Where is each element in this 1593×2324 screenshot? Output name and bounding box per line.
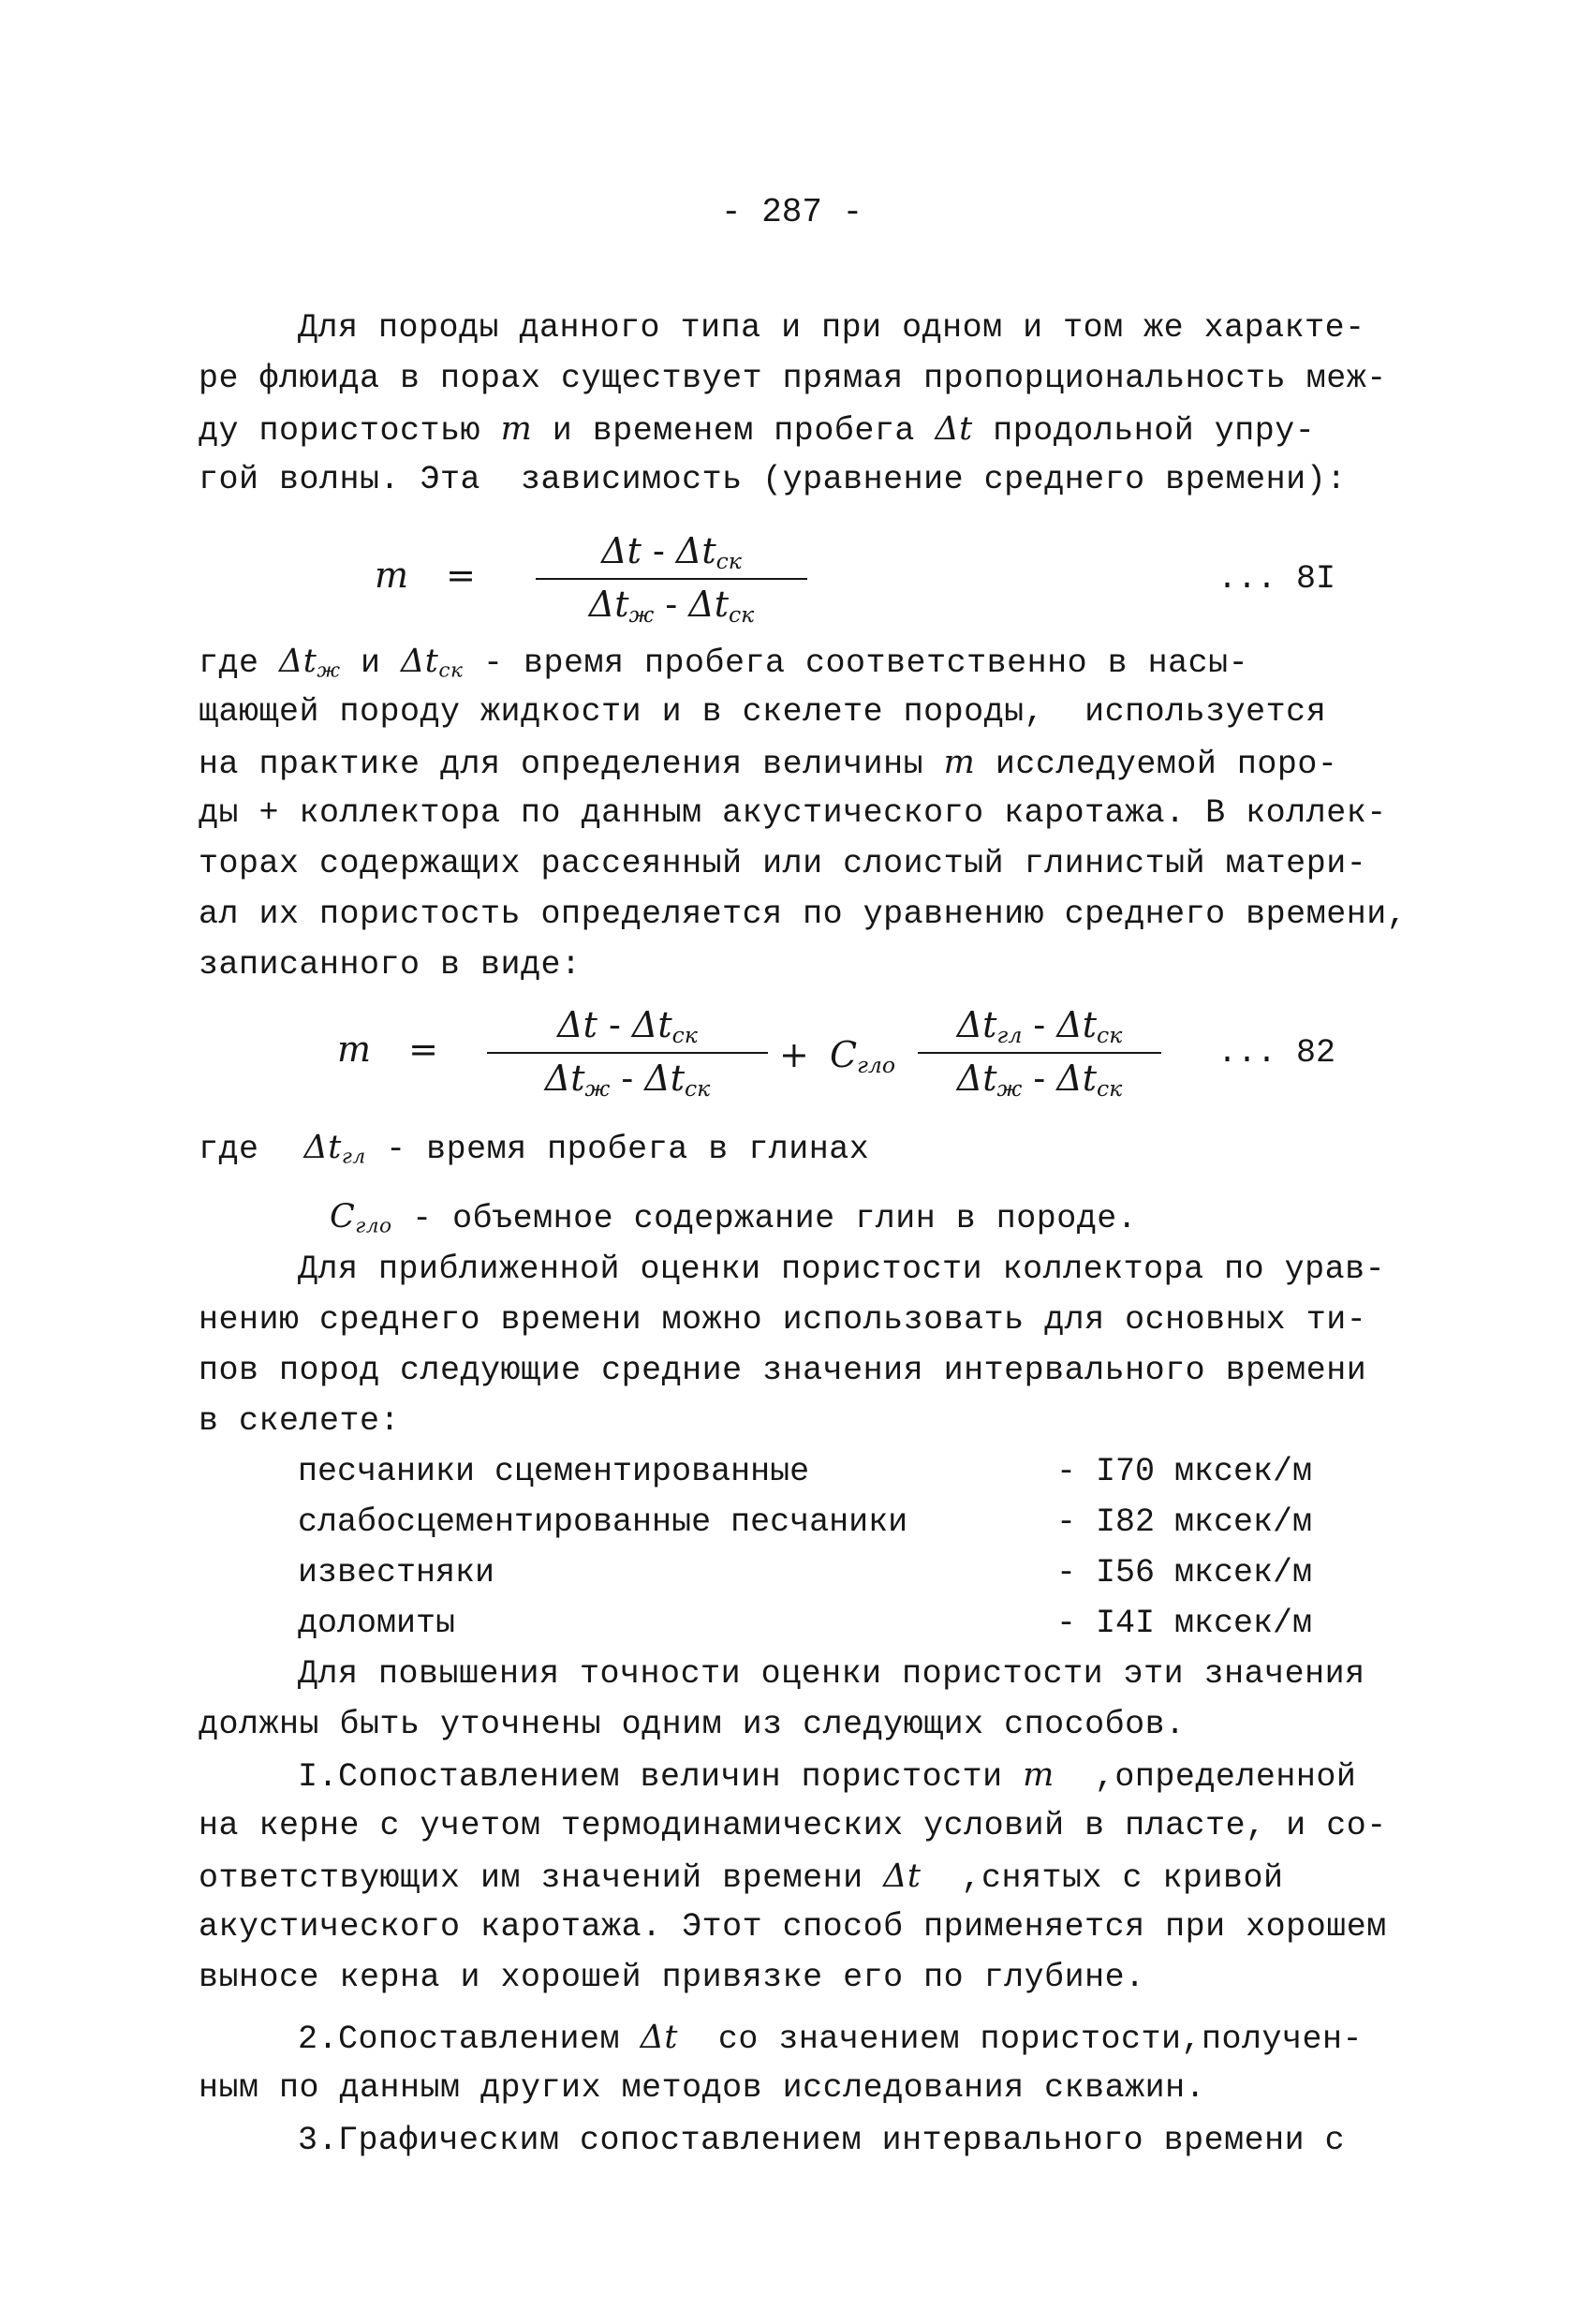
para4-line1: Для повышения точности оценки пористости эти значения [298,1655,1365,1693]
para2-line2: щающей породу жидкости и в скелете породы, используется [199,693,1327,731]
delta-t-skeleton: Δt [401,643,439,680]
item2-line1-text-b: со значением пористости,получен- [677,2021,1364,2058]
formula-82-f1-denominator [487,1054,768,1102]
item1-line1-text-b: ,определенной [1054,1758,1357,1796]
para1-line1: Для породы данного типа и при одном и том же характе- [298,309,1365,347]
f2-num-term-2-sub: ск [1097,1021,1123,1048]
clay-coef-sub: гло [857,1051,896,1078]
delta-t-clay-sub: гл [341,1145,366,1169]
den-term-1: Δt [588,583,629,625]
where2-text: - объемное содержание глин в породе. [391,1200,1138,1237]
f2-den-term-1: Δt [956,1057,997,1099]
item1-line2: на керне с учетом термодинамических условий в пласте, и со- [199,1807,1387,1844]
formula-81-fraction [536,530,807,628]
den-term-2: Δt [688,583,729,625]
delta-t-symbol: Δt [935,410,973,448]
porosity-symbol: m [500,410,533,448]
para2-where: где [199,644,280,682]
f2-num-term-1: Δt [956,1004,997,1045]
table-row-rock: доломиты [298,1605,456,1642]
item1-line5: выносе керна и хорошей привязке его по глубине. [199,1959,1145,1996]
formula-81-denominator [536,580,807,628]
where-clay-content [330,1198,1137,1245]
formula-82-m: m [337,1029,372,1070]
den-term-1-sub: ж [628,600,655,628]
para3-line4: в скелете: [199,1402,401,1440]
para2-line3-text-a: на практике для определения величины [199,746,944,783]
para4-line2: должны быть уточнены одним из следующих способов. [199,1706,1186,1743]
delta-t-clay: Δt [303,1129,342,1166]
where1-text: - время пробега в глинах [365,1131,870,1168]
formula-82-fraction-1 [487,1004,768,1102]
item1-line3-text-a: ответствующих им значений времени [199,1859,884,1897]
table-row-value: - I56 мксек/м [1056,1554,1313,1591]
f1-den-minus: - [610,1057,645,1099]
delta-t-liquid-sub: ж [317,659,341,683]
para1-line3 [199,410,1315,450]
clay-content-symbol: C [330,1198,356,1236]
para1-line3-text-a: ду пористостью [199,412,501,450]
para2-line7: записанного в виде: [199,946,582,984]
para2-line1-text: - время пробега соответственно в насы- [463,644,1249,682]
table-row-rock: известняки [298,1554,495,1591]
item2-line1 [298,2019,1363,2058]
formula-82-f2-numerator [918,1004,1161,1054]
den-term-2-sub: ск [728,600,755,628]
table-row-value: - I4I мксек/м [1056,1605,1313,1642]
f2-num-term-1-sub: гл [996,1021,1023,1048]
item2-line1-text-a: 2.Сопоставлением [298,2021,641,2058]
f1-den-term-2-sub: ск [684,1074,711,1102]
para2-line6: ал их пористость определяется по уравнению среднего времени, [199,896,1408,933]
delta-t-liquid: Δt [279,643,317,680]
delta-t-symbol-2: Δt [883,1858,922,1895]
formula-82-lhs [337,1029,438,1070]
para2-line3 [199,744,1337,783]
para2-and: и [340,644,402,682]
para1-line4: гой волны. Эта зависимость (уравнение среднего времени): [199,461,1347,498]
item2-line2: ным по данным других методов исследования скважин. [199,2069,1206,2107]
table-row-value: - I70 мксек/м [1056,1453,1313,1490]
para2-line5: торах содержащих рассеянный или слоистый глинистый матери- [199,845,1367,882]
table-row-rock: песчаники сцементированные [298,1453,810,1490]
para1-line3-text-c: продольной упру- [972,412,1316,450]
num-term-2: Δt [675,530,716,571]
num-minus: - [641,530,676,571]
para3-line2: нению среднего времени можно использовать для основных ти- [199,1301,1367,1339]
where-clay-time [199,1129,869,1176]
f2-den-term-2-sub: ск [1096,1074,1123,1102]
f1-num-term-2: Δt [631,1004,672,1045]
formula-82-f1-numerator [487,1004,768,1054]
equation-number-82: ... 82 [1217,1034,1336,1072]
para3-line3: пов пород следующие средние значения интервального времени [199,1352,1367,1389]
f1-den-term-1-sub: ж [584,1074,611,1102]
den-minus: - [654,583,689,625]
para1-line3-text-b: и временем пробега [532,412,936,450]
f1-den-term-2: Δt [644,1057,685,1099]
item1-line1 [298,1756,1356,1796]
porosity-symbol-2: m [943,744,976,781]
f2-num-minus: - [1022,1004,1057,1045]
table-row-rock: слабосцементированные песчаники [298,1503,908,1541]
para3-line1: Для приближенной оценки пористости коллектора по урав- [298,1251,1386,1288]
table-row-value: - I82 мксек/м [1056,1503,1313,1541]
delta-t-skeleton-sub: ск [438,659,464,683]
porosity-symbol-3: m [1023,1756,1055,1794]
formula-82-coefficient [779,1034,895,1078]
item1-line3-text-b: ,снятых с кривой [921,1859,1284,1897]
para2-line4: ды + коллектора по данным акустического каротажа. В коллек- [199,794,1387,832]
para1-line2: ре флюида в порах существует прямая пропорциональность меж- [199,360,1387,397]
f2-den-term-1-sub: ж [996,1074,1023,1102]
formula-82-f2-denominator [918,1054,1161,1102]
where1-label: где [199,1131,259,1168]
item1-line1-text-a: I.Сопоставлением величин пористости [298,1758,1024,1796]
delta-t-symbol-3: Δt [640,2019,678,2056]
item1-line3 [199,1858,1284,1897]
num-term-2-sub: ск [715,547,742,574]
formula-81-equals: = [446,555,476,596]
f2-den-term-2: Δt [1056,1057,1097,1099]
f1-num-term-1: Δt [557,1004,597,1045]
clay-coef-symbol: C [829,1034,858,1075]
f2-den-minus: - [1022,1057,1057,1099]
item1-line4: акустического каротажа. Этот способ применяется при хорошем [199,1908,1387,1946]
para2-line3-text-b: исследуемой поро- [975,746,1338,783]
f1-num-minus: - [597,1004,632,1045]
clay-content-sub: гло [355,1214,392,1238]
item3-line1: 3.Графическим сопоставлением интервального времени с [298,2122,1346,2159]
f1-num-term-2-sub: ск [671,1021,698,1048]
formula-81-numerator [536,530,807,580]
formula-82-fraction-2 [918,1004,1161,1102]
formula-82-equals: = [408,1029,438,1070]
para2-line1 [199,643,1248,689]
formula-81-m: m [375,555,409,596]
page-number: - 287 - [721,193,863,231]
f2-num-term-2: Δt [1056,1004,1098,1045]
formula-82-plus: + [779,1034,809,1075]
num-term-1: Δt [601,530,642,571]
f1-den-term-1: Δt [544,1057,585,1099]
formula-81-lhs [375,555,476,596]
equation-number-81: ... 8I [1217,560,1336,598]
